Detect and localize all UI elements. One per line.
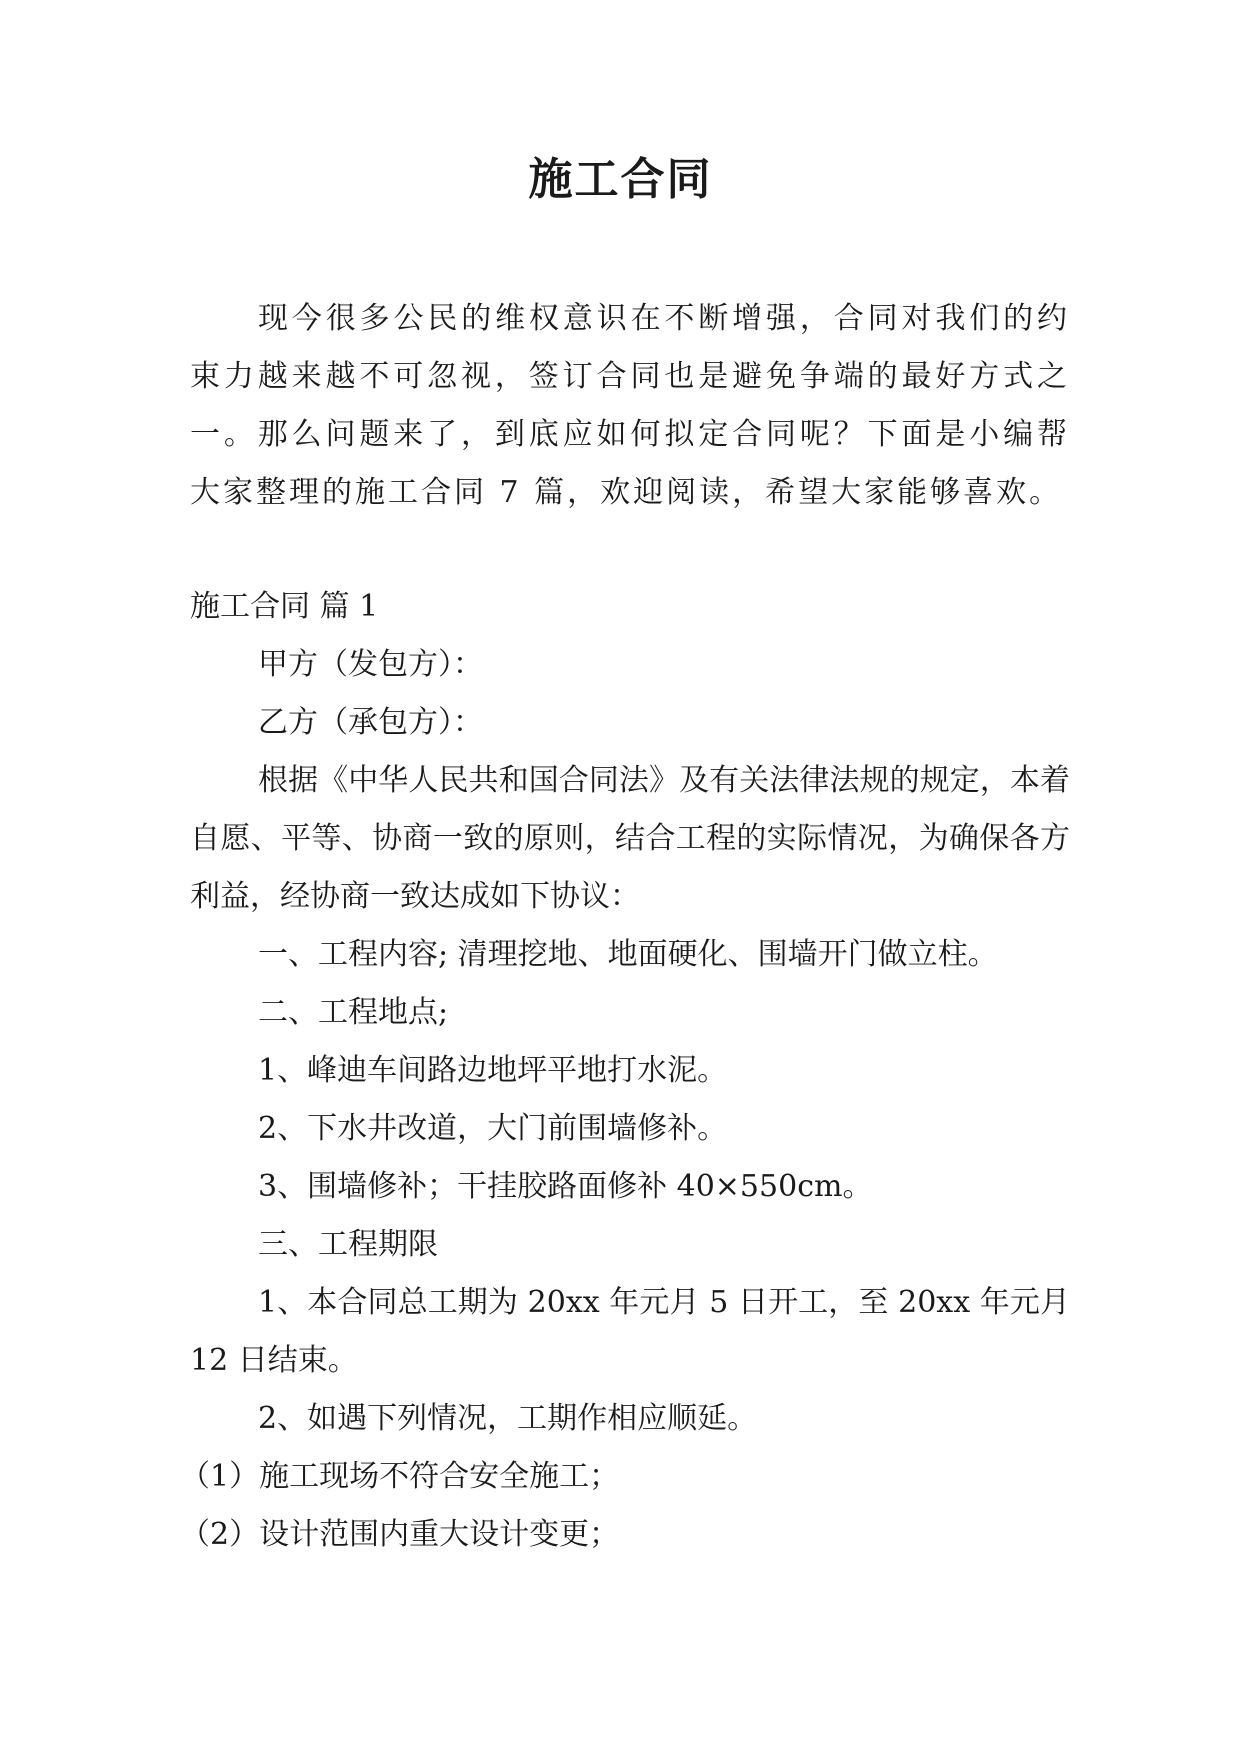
- paragraph-spacer: [190, 522, 1070, 578]
- party-b-line: 乙方（承包方）：: [258, 705, 483, 740]
- intro-paragraph: 现今很多公民的维权意识在不断增强，合同对我们的约束力越来越不可忽视，签订合同也是避免争端的最好方式之一。那么问题来了，到底应如何拟定合同呢？下面是小编帮大家整理的施工合同 7 篇，欢迎阅读，希望大家能够喜欢。: [190, 301, 1070, 510]
- location-item-3: 3、围墙修补；干挂胶路面修补 40×550cm。: [258, 1169, 873, 1204]
- location-item-2: 2、下水井改道，大门前围墙修补。: [258, 1111, 728, 1146]
- document-body: [180, 290, 1070, 1564]
- period-item-1: 1、本合同总工期为 20xx 年元月 5 日开工，至 20xx 年元月 12 日结束。: [190, 1285, 1070, 1378]
- basis-paragraph: 根据《中华人民共和国合同法》及有关法律法规的规定，本着自愿、平等、协商一致的原则，结合工程的实际情况，为确保各方利益，经协商一致达成如下协议：: [190, 763, 1070, 914]
- party-a-line: 甲方（发包方）：: [258, 647, 483, 682]
- document-title: 施工合同: [528, 154, 713, 205]
- location-item-1: 1、峰迪车间路边地坪平地打水泥。: [258, 1053, 728, 1088]
- period-item-2: 2、如遇下列情况，工期作相应顺延。: [258, 1401, 758, 1436]
- clause-work-content: 一、工程内容; 清理挖地、地面硬化、围墙开门做立柱。: [258, 937, 998, 972]
- clause-work-period: 三、工程期限: [258, 1227, 438, 1262]
- period-subitem-2: （2）设计范围内重大设计变更；: [180, 1517, 620, 1552]
- section-heading: 施工合同 篇 1: [190, 589, 379, 624]
- period-subitem-1: （1）施工现场不符合安全施工；: [180, 1459, 620, 1494]
- clause-work-location: 二、工程地点;: [258, 995, 449, 1030]
